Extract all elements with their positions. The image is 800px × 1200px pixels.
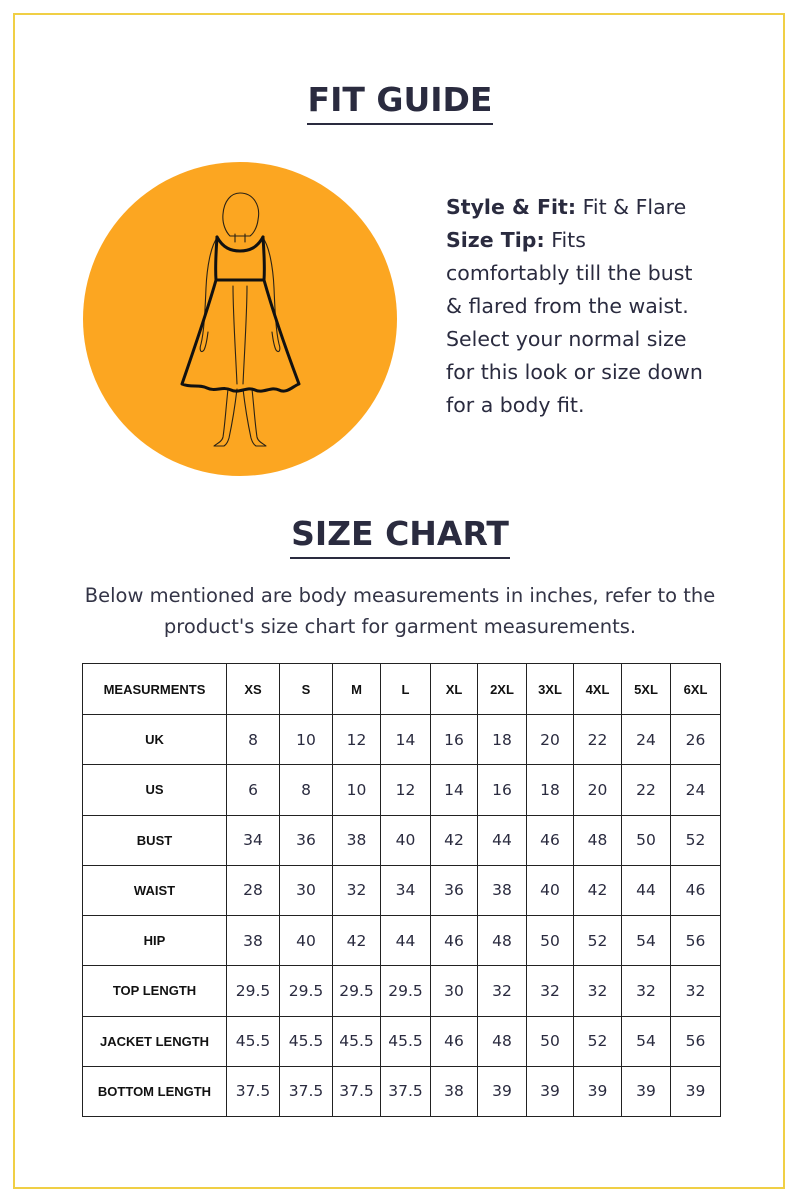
table-cell: 56 bbox=[671, 916, 721, 966]
table-cell: 46 bbox=[431, 1016, 478, 1066]
table-cell: 38 bbox=[333, 815, 381, 865]
table-cell: 44 bbox=[478, 815, 527, 865]
size-tip-label: Size Tip: bbox=[446, 228, 545, 252]
table-cell: 20 bbox=[574, 765, 622, 815]
table-cell: 37.5 bbox=[227, 1066, 280, 1116]
table-cell: 44 bbox=[381, 916, 431, 966]
table-cell: 37.5 bbox=[381, 1066, 431, 1116]
row-label: UK bbox=[83, 715, 227, 765]
table-cell: 18 bbox=[527, 765, 574, 815]
table-cell: 24 bbox=[622, 715, 671, 765]
row-label: WAIST bbox=[83, 865, 227, 915]
dress-illustration-circle bbox=[83, 162, 397, 476]
table-cell: 29.5 bbox=[381, 966, 431, 1016]
dress-figure-icon bbox=[83, 162, 397, 476]
header-size: XS bbox=[227, 664, 280, 715]
header-size: 3XL bbox=[527, 664, 574, 715]
table-cell: 18 bbox=[478, 715, 527, 765]
table-cell: 16 bbox=[478, 765, 527, 815]
table-cell: 29.5 bbox=[280, 966, 333, 1016]
table-cell: 37.5 bbox=[333, 1066, 381, 1116]
table-cell: 32 bbox=[527, 966, 574, 1016]
table-cell: 54 bbox=[622, 916, 671, 966]
size-chart-title: SIZE CHART bbox=[0, 514, 800, 559]
table-cell: 14 bbox=[431, 765, 478, 815]
table-cell: 52 bbox=[574, 1016, 622, 1066]
table-cell: 39 bbox=[574, 1066, 622, 1116]
table-cell: 46 bbox=[431, 916, 478, 966]
table-cell: 48 bbox=[478, 916, 527, 966]
table-cell: 39 bbox=[527, 1066, 574, 1116]
table-row bbox=[83, 1016, 721, 1066]
header-size: 2XL bbox=[478, 664, 527, 715]
table-cell: 45.5 bbox=[333, 1016, 381, 1066]
fit-guide-title: FIT GUIDE bbox=[0, 80, 800, 125]
table-cell: 8 bbox=[280, 765, 333, 815]
table-row bbox=[83, 765, 721, 815]
table-cell: 34 bbox=[227, 815, 280, 865]
table-cell: 50 bbox=[622, 815, 671, 865]
table-cell: 46 bbox=[671, 865, 721, 915]
table-cell: 32 bbox=[478, 966, 527, 1016]
table-cell: 48 bbox=[574, 815, 622, 865]
table-cell: 32 bbox=[333, 865, 381, 915]
table-row bbox=[83, 1066, 721, 1116]
header-size: 4XL bbox=[574, 664, 622, 715]
table-cell: 26 bbox=[671, 715, 721, 765]
table-cell: 38 bbox=[227, 916, 280, 966]
header-size: M bbox=[333, 664, 381, 715]
table-cell: 24 bbox=[671, 765, 721, 815]
table-cell: 37.5 bbox=[280, 1066, 333, 1116]
table-cell: 22 bbox=[622, 765, 671, 815]
size-chart-intro: Below mentioned are body measurements in inches, refer to the product's size chart for garment measurements. bbox=[84, 584, 716, 638]
fit-description bbox=[446, 191, 706, 422]
table-header-row bbox=[83, 664, 721, 715]
table-cell: 32 bbox=[671, 966, 721, 1016]
row-label: HIP bbox=[83, 916, 227, 966]
header-size: S bbox=[280, 664, 333, 715]
table-cell: 14 bbox=[381, 715, 431, 765]
table-cell: 45.5 bbox=[381, 1016, 431, 1066]
table-cell: 44 bbox=[622, 865, 671, 915]
table-cell: 10 bbox=[333, 765, 381, 815]
header-size: 5XL bbox=[622, 664, 671, 715]
style-fit-value: Fit & Flare bbox=[582, 195, 687, 219]
size-chart-table bbox=[82, 663, 721, 1117]
table-cell: 12 bbox=[381, 765, 431, 815]
table-cell: 20 bbox=[527, 715, 574, 765]
row-label: BOTTOM LENGTH bbox=[83, 1066, 227, 1116]
row-label: US bbox=[83, 765, 227, 815]
table-cell: 8 bbox=[227, 715, 280, 765]
table-cell: 39 bbox=[478, 1066, 527, 1116]
table-cell: 12 bbox=[333, 715, 381, 765]
table-cell: 48 bbox=[478, 1016, 527, 1066]
header-size: 6XL bbox=[671, 664, 721, 715]
table-row bbox=[83, 916, 721, 966]
row-label: BUST bbox=[83, 815, 227, 865]
table-cell: 30 bbox=[280, 865, 333, 915]
table-cell: 28 bbox=[227, 865, 280, 915]
table-cell: 36 bbox=[280, 815, 333, 865]
table-row bbox=[83, 715, 721, 765]
table-cell: 29.5 bbox=[333, 966, 381, 1016]
table-row bbox=[83, 966, 721, 1016]
table-cell: 50 bbox=[527, 1016, 574, 1066]
table-cell: 39 bbox=[671, 1066, 721, 1116]
table-cell: 32 bbox=[622, 966, 671, 1016]
table-cell: 22 bbox=[574, 715, 622, 765]
table-cell: 42 bbox=[574, 865, 622, 915]
style-fit-label: Style & Fit: bbox=[446, 195, 577, 219]
table-cell: 6 bbox=[227, 765, 280, 815]
table-cell: 54 bbox=[622, 1016, 671, 1066]
table-cell: 16 bbox=[431, 715, 478, 765]
header-size: XL bbox=[431, 664, 478, 715]
row-label: TOP LENGTH bbox=[83, 966, 227, 1016]
table-row bbox=[83, 865, 721, 915]
table-cell: 40 bbox=[381, 815, 431, 865]
table-cell: 29.5 bbox=[227, 966, 280, 1016]
table-cell: 34 bbox=[381, 865, 431, 915]
table-cell: 10 bbox=[280, 715, 333, 765]
header-measurements: MEASURMENTS bbox=[83, 664, 227, 715]
table-cell: 40 bbox=[280, 916, 333, 966]
table-cell: 45.5 bbox=[227, 1016, 280, 1066]
size-tip-value: Fits comfortably till the bust & flared from the waist. Select your normal size for this look or size down for a body fit. bbox=[446, 228, 703, 417]
table-cell: 52 bbox=[671, 815, 721, 865]
table-cell: 52 bbox=[574, 916, 622, 966]
table-cell: 30 bbox=[431, 966, 478, 1016]
header-size: L bbox=[381, 664, 431, 715]
table-cell: 50 bbox=[527, 916, 574, 966]
table-cell: 45.5 bbox=[280, 1016, 333, 1066]
table-row bbox=[83, 815, 721, 865]
table-cell: 56 bbox=[671, 1016, 721, 1066]
table-cell: 36 bbox=[431, 865, 478, 915]
table-cell: 39 bbox=[622, 1066, 671, 1116]
table-cell: 38 bbox=[478, 865, 527, 915]
table-cell: 32 bbox=[574, 966, 622, 1016]
table-cell: 38 bbox=[431, 1066, 478, 1116]
table-cell: 40 bbox=[527, 865, 574, 915]
table-cell: 42 bbox=[333, 916, 381, 966]
table-cell: 46 bbox=[527, 815, 574, 865]
row-label: JACKET LENGTH bbox=[83, 1016, 227, 1066]
table-cell: 42 bbox=[431, 815, 478, 865]
